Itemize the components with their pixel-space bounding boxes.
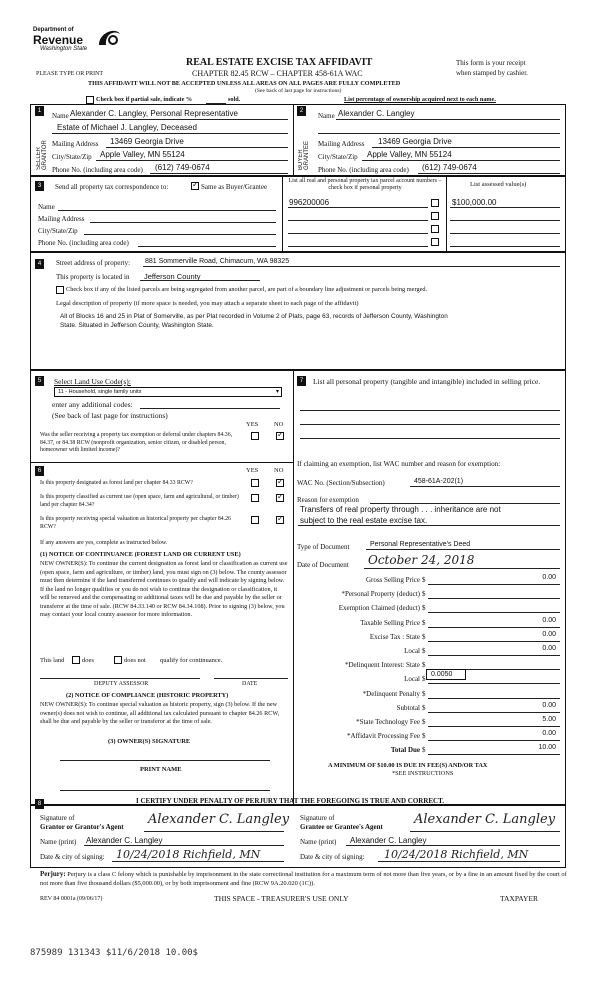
s3-address-label: Mailing Address (38, 215, 85, 223)
tax-row-value[interactable]: 5.00 (542, 716, 556, 723)
tax-row-label: Local (404, 647, 420, 655)
parcel-line-1 (288, 207, 428, 208)
grantee-name-label: Name (print) (300, 838, 337, 846)
swoosh-logo-icon (96, 26, 122, 48)
dollar-sign: $ (422, 619, 426, 627)
list-personal-property: List all personal property (tangible and intangible) included in selling price. (313, 377, 541, 386)
deputy-date-line[interactable] (214, 678, 288, 679)
buyer-address[interactable]: 13469 Georgia Drive (378, 137, 452, 146)
legal-description-1[interactable]: All of Blocks 16 and 25 in Plat of Somerville, as per Plat recorded in Volume 2 of Plats, page 63, records of Jefferson County, Washington (60, 313, 448, 320)
land-use-value: 11 - Household, single family units (58, 389, 142, 395)
section-3-divider-1 (282, 176, 283, 252)
dollar-sign: $ (422, 647, 426, 655)
buyer-phone-line (418, 173, 560, 174)
receipt-note-2: when stamped by cashier. (456, 69, 528, 77)
grantor-date-label: Date & city of signing: (40, 853, 105, 861)
tax-row-value[interactable]: 0.00 (542, 574, 556, 581)
seller-side-label: SELLER GRANTOR (36, 140, 48, 170)
reason-text-2[interactable]: subject to the real estate excise tax. (300, 516, 428, 525)
print-name-line[interactable] (60, 790, 270, 791)
parcel-1[interactable]: 996200006 (289, 198, 330, 207)
assessed-line-1 (450, 207, 560, 208)
s6-no: NO (274, 467, 284, 474)
minimum-note: A MINIMUM OF $10.00 IS DUE IN FEE(S) AND/OR TAX (328, 762, 488, 769)
dollar-sign: $ (422, 590, 426, 598)
tax-row-value[interactable]: 0.00 (542, 730, 556, 737)
notice-2-text: NEW OWNER(S): To continue special valuation as historic property, sign (3) below. If the new owner(s) does not wish to continue, all additional tax calculated pursuant to chapter 84.26 RCW, shall be due and payable by the seller or transferor at the time of sale. (40, 701, 280, 725)
grantor-name-label: Name (print) (40, 838, 77, 846)
s6-yes: YES (246, 467, 259, 474)
assessed-line-4 (450, 246, 560, 247)
exemption-no-checkbox[interactable] (276, 432, 284, 440)
tax-row-value[interactable]: 0.00 (542, 631, 556, 638)
partial-sale-checkbox[interactable] (86, 96, 94, 104)
form-subtitle: CHAPTER 82.45 RCW – CHAPTER 458-61A WAC (192, 69, 363, 78)
correspondence-label: Send all property tax correspondence to: (55, 183, 169, 191)
exemption-claim-label: If claiming an exemption, list WAC number and reason for exemption: (297, 460, 501, 468)
seller-phone-line (150, 173, 288, 174)
wac-line (410, 486, 560, 487)
buyer-name-line (336, 119, 560, 120)
grantor-sig-label-2: Grantor or Grantor's Agent (40, 823, 124, 831)
s3-phone-field[interactable] (138, 246, 276, 247)
tax-row-label: Gross Selling Price (365, 576, 420, 584)
historic-yes-checkbox[interactable] (251, 516, 259, 524)
tax-row-value[interactable]: 10.00 (538, 744, 556, 751)
grantor-signature[interactable]: Alexander C. Langley (148, 812, 290, 827)
tax-row-line (428, 726, 560, 727)
grantee-name[interactable]: Alexander C. Langley (350, 836, 427, 845)
personal-property-line-3 (300, 438, 560, 439)
dollar-sign: $ (422, 633, 426, 641)
tax-row-label: Taxable Selling Price (360, 619, 420, 627)
section-4-box (30, 252, 566, 370)
perjury-note (40, 870, 568, 888)
exemption-question: Was the seller receiving a property tax exemption or deferral under chapters 84.36, 84.37, or 84.38 RCW (nonprofit organization, senior citizen, or disabled person, homeowner with limited income)? (40, 432, 233, 453)
dollar-sign: $ (422, 675, 426, 683)
exemption-yes-checkbox[interactable] (251, 432, 259, 440)
tax-row-value[interactable]: 0.00 (542, 617, 556, 624)
tax-row-label: *State Technology Fee (356, 718, 420, 726)
deputy-signature-line[interactable] (40, 678, 200, 679)
current-use-yes-checkbox[interactable] (251, 494, 259, 502)
land-use-label: Select Land Use Code(s): (54, 377, 131, 386)
grantee-signature-line (410, 831, 560, 832)
tax-row-label: *Personal Property (deduct) (341, 590, 420, 598)
parcel-line-3 (288, 233, 428, 234)
buyer-name[interactable]: Alexander C. Langley (338, 109, 415, 118)
segregated-label: Check box if any of the listed parcels are being segregated from another parcel, are part of a boundary line adjustment or parcels being merged. (66, 286, 428, 293)
receipt-note-1: This form is your receipt (456, 59, 526, 67)
seller-phone-label: Phone No. (including area code) (52, 166, 143, 174)
seller-name[interactable]: Alexander C. Langley, Personal Representative (70, 109, 238, 118)
doc-date[interactable]: October 24, 2018 (368, 553, 475, 567)
section-8-number: 8 (35, 799, 44, 809)
doc-date-label: Date of Document (297, 561, 349, 569)
deputy-date-label: DATE (242, 681, 258, 687)
doc-type-label: Type of Document (297, 543, 350, 551)
s3-phone-label: Phone No. (including area code) (38, 239, 129, 247)
seller-name-line (70, 119, 288, 120)
personal-property-line-1 (300, 410, 560, 411)
dollar-sign: $ (422, 604, 426, 612)
tax-row-line (428, 712, 560, 713)
dollar-sign: $ (422, 718, 426, 726)
logo-revenue: Revenue (33, 33, 84, 47)
buyer-name2-line (318, 133, 560, 134)
same-as-buyer-checkbox[interactable] (191, 182, 199, 190)
dollar-sign: $ (422, 661, 426, 669)
partial-sale-label: Check box if partial sale, indicate % (96, 96, 193, 103)
buyer-side-label: BUYER GRANTEE (298, 140, 310, 170)
assessed-line-2 (450, 220, 560, 221)
sections-5-7-divider (293, 370, 294, 805)
personal-property-checkbox-1[interactable] (431, 199, 439, 207)
segregated-checkbox[interactable] (56, 286, 64, 294)
form-warning: THIS AFFIDAVIT WILL NOT BE ACCEPTED UNLESS ALL AREAS ON ALL PAGES ARE FULLY COMPLETED (88, 80, 401, 87)
dollar-sign: $ (422, 746, 426, 754)
tax-row-label: Total Due (390, 746, 420, 754)
tax-row-label: *Delinquent Penalty (362, 690, 420, 698)
assessed-value-1[interactable]: $100,000.00 (452, 198, 497, 207)
tax-row-line (428, 698, 560, 699)
forest-yes-checkbox[interactable] (251, 479, 259, 487)
historic-question: Is this property receiving special valuation as historical property per chapter 84.26 RCW? (40, 516, 231, 530)
buyer-phone[interactable]: (612) 749-0674 (422, 163, 477, 172)
tax-row-line (428, 683, 560, 684)
form-title: REAL ESTATE EXCISE TAX AFFIDAVIT (186, 57, 373, 68)
seller-city-line (96, 160, 288, 161)
personal-property-line-2 (300, 424, 560, 425)
street-label: Street address of property: (56, 259, 131, 267)
assessed-values-header: List assessed value(s) (470, 181, 527, 188)
buyer-address-label: Mailing Address (318, 140, 365, 148)
s3-city-field[interactable] (84, 234, 276, 235)
buyer-city-label: City/State/Zip (318, 153, 358, 161)
buyer-address-line (372, 147, 560, 148)
grantor-date-line (112, 861, 284, 862)
tax-row-line (428, 612, 560, 613)
s3-name-label: Name (38, 203, 55, 211)
seller-phone[interactable]: (612) 749-0674 (155, 163, 210, 172)
perjury-title: Perjury: (40, 870, 66, 878)
wac-label: WAC No. (Section/Subsection) (297, 479, 385, 487)
personal-property-checkbox-2[interactable] (431, 212, 439, 220)
tax-row-label: Excise Tax : State (369, 633, 420, 641)
grantor-name[interactable]: Alexander C. Langley (86, 836, 163, 845)
legal-description-2[interactable]: State. Situated in Jefferson County, Washington State. (60, 322, 214, 329)
dollar-sign: $ (422, 690, 426, 698)
street-line (143, 266, 560, 267)
please-type: PLEASE TYPE OR PRINT (36, 71, 104, 77)
assessed-line-3 (450, 233, 560, 234)
section-4-number: 4 (35, 259, 44, 269)
tax-row-value[interactable]: 0.00 (542, 702, 556, 709)
does-label: does (82, 657, 94, 664)
owner-signature-title: (3) OWNER(S) SIGNATURE (108, 738, 191, 745)
reason-text-1[interactable]: Transfers of real property through . . . inheritance are not (300, 505, 501, 514)
section-5-number: 5 (35, 376, 44, 386)
see-instructions: *SEE INSTRUCTIONS (392, 770, 454, 777)
forest-land-question: Is this property designated as forest land per chapter 84.33 RCW? (40, 480, 193, 486)
cashier-stamp: 875989 131343 $11/6/2018 10.00$ (30, 948, 198, 958)
seller-city[interactable]: Apple Valley, MN 55124 (100, 150, 185, 159)
personal-property-checkbox-3[interactable] (431, 225, 439, 233)
logo-dept: Department of (33, 27, 74, 33)
tax-row-line (428, 754, 560, 755)
seller-city-label: City/State/Zip (52, 153, 92, 161)
s3-city-label: City/State/Zip (38, 227, 78, 235)
logo-state: Washington State (40, 46, 88, 52)
section-3-divider-2 (446, 176, 447, 252)
buyer-city-line (362, 160, 560, 161)
grantee-date-line (378, 861, 560, 862)
tax-row-line (428, 655, 560, 656)
buyer-phone-label: Phone No. (including area code) (318, 166, 409, 174)
notice-1-text: NEW OWNER(S): To continue the current designation as forest land or classification as current use (open space, farm and agriculture, or timber) land, you must sign on (3) below. The county assessor must then determine if the land transferred continues to qualify and will indicate by signing below. If the land no longer qualifies or you do not wish to continue the designation or classification, it will be removed and the compensating or additional taxes will be due and payable by the seller or transferor at the time of sale. (RCW 84.33.140 or RCW 84.34.108). Prior to signing (3) below, you may contact your local county assessor for more information. (40, 560, 288, 618)
reason-line-1 (370, 503, 560, 504)
notice-2-title: (2) NOTICE OF COMPLIANCE (HISTORIC PROPERTY) (66, 692, 229, 699)
land-use-select[interactable] (54, 387, 282, 397)
seller-name2-line (52, 133, 288, 134)
ownership-note: List percentage of ownership acquired next to each name. (344, 96, 496, 103)
qualify-label: qualify for continuance. (160, 657, 223, 664)
dollar-sign: $ (422, 704, 426, 712)
s5-see-back: (See back of last page for instructions) (52, 411, 168, 420)
grantee-signature[interactable]: Alexander C. Langley (414, 812, 556, 827)
land-use-dropdown-icon: ▾ (275, 389, 279, 395)
tax-row-label: *Delinquent Interest: State (344, 661, 420, 669)
grantee-sig-label-2: Grantee or Grantee's Agent (300, 823, 383, 831)
parcel-line-2 (288, 220, 428, 221)
tax-row-label: Local (404, 675, 420, 683)
county-line (140, 280, 260, 281)
s5-yes: YES (246, 421, 259, 428)
grantor-sig-label-1: Signature of (40, 814, 75, 822)
parcel-accounts-header: List all real and personal property tax parcel account numbers – check box if personal property (288, 178, 442, 191)
section-2-number: 2 (297, 106, 306, 116)
tax-row-line (428, 584, 560, 585)
tax-row-value[interactable]: 0.00 (542, 645, 556, 652)
dollar-sign: $ (422, 576, 426, 584)
seller-name-2[interactable]: Estate of Michael J. Langley, Deceased (57, 123, 197, 132)
tax-row-line (428, 598, 560, 599)
sold-label: sold. (228, 96, 241, 103)
section-6-number: 6 (35, 466, 44, 476)
dollar-sign: $ (422, 732, 426, 740)
tax-row-label: *Affidavit Processing Fee (347, 732, 420, 740)
parcel-line-4 (288, 246, 428, 247)
doc-type-line (366, 549, 560, 550)
legal-label: Legal description of property (if more space is needed, you may attach a separate sheet to each page of the affidavit) (56, 300, 359, 307)
s5-no: NO (274, 421, 284, 428)
additional-codes-label: enter any additional codes: (52, 400, 133, 409)
buyer-city[interactable]: Apple Valley, MN 55124 (367, 150, 452, 159)
county[interactable]: Jefferson County (144, 272, 201, 281)
personal-property-checkbox-4[interactable] (431, 238, 439, 246)
does-not-checkbox[interactable] (114, 656, 122, 664)
see-back-note: (See back of last page for instructions) (255, 88, 342, 94)
tax-row-line (428, 627, 560, 628)
grantee-date-label: Date & city of signing: (300, 853, 365, 861)
additional-codes-field[interactable] (140, 408, 280, 409)
parties-divider (293, 104, 294, 176)
doc-date-line (364, 568, 560, 569)
does-not-label: does not (124, 657, 146, 664)
section-7-number: 7 (297, 376, 306, 386)
grantee-sig-label-1: Signature of (300, 814, 335, 822)
taxpayer-label: TAXPAYER (500, 894, 539, 903)
tax-row-line (428, 740, 560, 741)
tax-row-line (428, 641, 560, 642)
seller-address-label: Mailing Address (52, 140, 99, 148)
wac-number[interactable]: 458-61A-202(1) (414, 478, 464, 485)
current-use-no-checkbox[interactable] (276, 494, 284, 502)
grantee-name-line (346, 845, 560, 846)
section-1-number: 1 (35, 106, 44, 116)
treasurer-use: THIS SPACE - TREASURER'S USE ONLY (214, 894, 349, 903)
grantor-date-city[interactable]: 10/24/2018 Richfield, MN (116, 848, 261, 861)
local-rate: 0.0050 (431, 671, 453, 678)
seller-name-label: Name (52, 112, 69, 120)
street-address[interactable]: 881 Sommerville Road, Chimacum, WA 98325 (145, 258, 290, 265)
notice-1-title: (1) NOTICE OF CONTINUANCE (FOREST LAND OR CURRENT USE) (40, 551, 241, 558)
same-as-buyer-label: Same as Buyer/Grantee (201, 183, 268, 191)
seller-address[interactable]: 13469 Georgia Drive (110, 137, 184, 146)
seller-address-line (106, 147, 288, 148)
section-3-number: 3 (35, 181, 44, 191)
historic-no-checkbox[interactable] (276, 516, 284, 524)
does-checkbox[interactable] (72, 656, 80, 664)
current-use-question: Is this property classified as current use (open space, farm and agricultural, or timber) land per chapter 84.34? (40, 494, 239, 508)
s3-name-field[interactable] (58, 210, 276, 211)
deputy-assessor-label: DEPUTY ASSESSOR (94, 681, 149, 687)
perjury-text: Perjury is a class C felony which is punishable by imprisonment in the state correctional institution for a maximum term of not more than five years, or by a fine in an amount fixed by the court of not more than five thousand dollars ($5,000.00), or by both imprisonment and fine (RCW 9A.20.020 (1C)). (40, 871, 567, 887)
rev-number: REV 84 0001a (09/06/17) (40, 896, 103, 902)
if-yes-note: If any answers are yes, complete as instructed below. (40, 540, 168, 546)
reason-line-2 (298, 525, 560, 526)
buyer-name-label: Name (318, 112, 335, 120)
tax-row-label: Exemption Claimed (deduct) (338, 604, 420, 612)
this-land-label: This land (40, 657, 65, 664)
s3-address-field[interactable] (90, 222, 276, 223)
grantee-date-city[interactable]: 10/24/2018 Richfield, MN (384, 848, 529, 861)
grantor-signature-line (144, 831, 284, 832)
doc-type[interactable]: Personal Representative's Deed (370, 541, 471, 548)
reason-label: Reason for exemption (297, 496, 359, 504)
grantor-name-line (84, 845, 284, 846)
forest-no-checkbox[interactable] (276, 479, 284, 487)
certify-statement: I CERTIFY UNDER PENALTY OF PERJURY THAT THE FOREGOING IS TRUE AND CORRECT. (136, 797, 445, 805)
section-6-top-rule (30, 462, 293, 463)
tax-row-label: Subtotal (396, 704, 420, 712)
located-label: This property is located in (56, 273, 130, 281)
local-rate-box[interactable] (426, 669, 466, 680)
print-name-label: PRINT NAME (140, 766, 182, 773)
owner-signature-line[interactable] (60, 760, 270, 761)
